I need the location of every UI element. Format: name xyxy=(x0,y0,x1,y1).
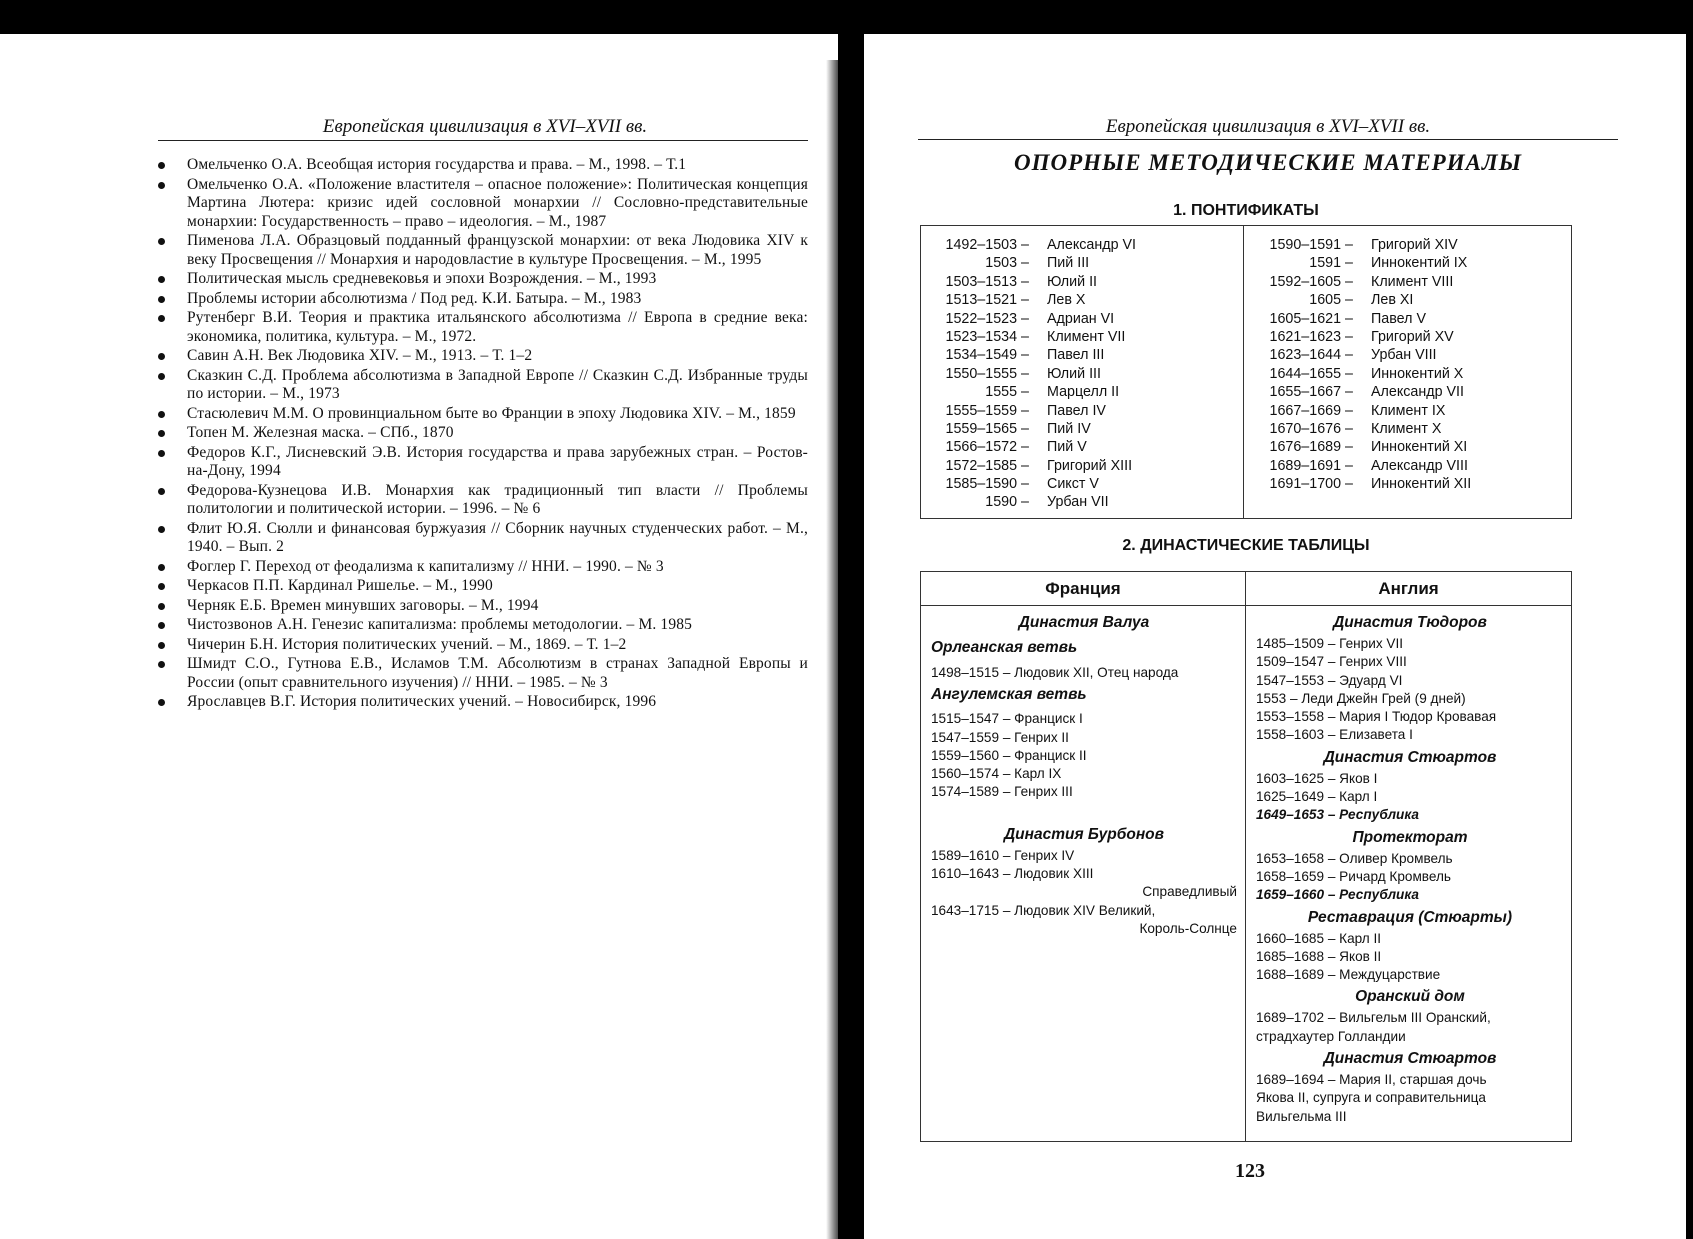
scan-right-border xyxy=(1686,0,1693,1239)
reign-line: Якова II, супруга и соправительница xyxy=(1256,1090,1486,1106)
pontificates-right-column xyxy=(1245,236,1471,493)
pontificate-row: 1566–1572 – Пий V xyxy=(945,439,1087,456)
reign-line: 1574–1589 – Генрих III xyxy=(931,784,1073,800)
left-running-head: Европейская цивилизация в XVI–XVII вв. xyxy=(322,116,648,137)
bibliography-entry: Сказкин С.Д. Проблема абсолютизма в Западной Европе // Сказкин С.Д. Избранные труды по истории. – М., 1973 xyxy=(158,367,808,404)
bullet-icon xyxy=(158,603,165,610)
reign-line: 1560–1574 – Карл IX xyxy=(931,766,1062,782)
reign-line: 1610–1643 – Людовик XIII xyxy=(931,866,1094,882)
pontificate-row: 1621–1623 – Григорий XV xyxy=(1269,328,1454,345)
dynasty-title: Династия Стюартов xyxy=(1323,748,1497,766)
bullet-icon xyxy=(158,699,165,706)
england-column xyxy=(1256,612,1564,1126)
dynasty-table-header xyxy=(921,572,1571,606)
pontificates-left-column xyxy=(921,236,1136,512)
bibliography-entry: Черняк Е.Б. Времен минувших заговоры. – М., 1994 xyxy=(158,597,808,616)
pontificate-row: 1691–1700 – Иннокентий XII xyxy=(1269,476,1472,493)
bullet-icon xyxy=(158,430,165,437)
column-header-france: Франция xyxy=(1045,579,1121,598)
reign-line: 1558–1603 – Елизавета I xyxy=(1256,727,1413,743)
bibliography-entry: Омельченко О.А. Всеобщая история государства и права. – М., 1998. – Т.1 xyxy=(158,156,808,175)
pontificate-row: 1559–1565 – Пий IV xyxy=(945,420,1091,437)
pontificates-table xyxy=(920,225,1572,519)
pontificate-row: 1503–1513 – Юлий II xyxy=(945,273,1098,290)
reign-list xyxy=(931,710,1237,801)
right-running-head: Европейская цивилизация в XVI–XVII вв. xyxy=(1105,116,1431,137)
bibliography-entry: Флит Ю.Я. Сюлли и финансовая буржуазия // Сборник научных студенческих работ. – М., 1940. – Вып. 2 xyxy=(158,520,808,557)
bibliography-entry: Федоров К.Г., Лисневский Э.В. История государства и права зарубежных стран. – Ростов-на-Дону, 1994 xyxy=(158,444,808,481)
bullet-icon xyxy=(158,488,165,495)
reign-line: 1689–1702 – Вильгельм III Оранский, xyxy=(1256,1010,1491,1026)
book-gutter xyxy=(838,0,864,1239)
bibliography-entry: Проблемы истории абсолютизма / Под ред. К.И. Батыра. – М., 1983 xyxy=(158,290,808,309)
reign-line: 1603–1625 – Яков I xyxy=(1256,770,1378,786)
pontificate-row: 1655–1667 – Александр VII xyxy=(1269,384,1464,401)
pontificate-row: 1676–1689 – Иннокентий XI xyxy=(1269,439,1468,456)
bibliography-entry: Политическая мысль средневековья и эпохи Возрождения. – М., 1993 xyxy=(158,270,808,289)
dynasty-column-divider xyxy=(1245,572,1246,1141)
reign-line: 1559–1560 – Франциск II xyxy=(931,747,1087,763)
bullet-icon xyxy=(158,373,165,380)
pontificate-row: 1605 – Лев XI xyxy=(1309,292,1414,309)
bullet-icon xyxy=(158,564,165,571)
bullet-icon xyxy=(158,661,165,668)
reign-line: 1658–1659 – Ричард Кромвель xyxy=(1256,868,1451,884)
bullet-icon xyxy=(158,238,165,245)
dynasty-title: Оранский дом xyxy=(1355,988,1465,1006)
pontificate-row: 1689–1691 – Александр VIII xyxy=(1269,457,1468,474)
pontificate-row: 1590–1591 – Григорий XIV xyxy=(1269,237,1458,253)
bibliography-entry: Стасюлевич М.М. О провинциальном быте во Франции в эпоху Людовика XIV. – М., 1859 xyxy=(158,405,808,424)
bibliography-entry: Чичерин Б.Н. История политических учений. – М., 1869. – Т. 1–2 xyxy=(158,636,808,655)
section-title-dynasties: 2. ДИНАСТИЧЕСКИЕ ТАБЛИЦЫ xyxy=(1122,537,1370,554)
bullet-icon xyxy=(158,450,165,457)
reign-line: страдхаутер Голландии xyxy=(1256,1028,1406,1044)
branch-title: Орлеанская ветвь xyxy=(931,639,1078,656)
section-title-pontificates: 1. ПОНТИФИКАТЫ xyxy=(1173,202,1319,219)
reign-line: 1485–1509 – Генрих VII xyxy=(1256,636,1404,651)
pontificate-row: 1555–1559 – Павел IV xyxy=(945,402,1106,419)
pontificate-row: 1523–1534 – Климент VII xyxy=(945,328,1126,345)
pontificate-row: 1522–1523 – Адриан VI xyxy=(945,310,1115,327)
reign-line: 1688–1689 – Междуцарствие xyxy=(1256,967,1441,983)
reign-line: 1643–1715 – Людовик XIV Великий, xyxy=(931,902,1156,918)
pontificate-row: 1572–1585 – Григорий XIII xyxy=(945,457,1133,474)
reign-line: 1625–1649 – Карл I xyxy=(1256,789,1378,805)
pontificate-row: 1492–1503 – Александр VI xyxy=(945,237,1137,253)
reign-line: 1660–1685 – Карл II xyxy=(1256,930,1381,946)
main-title: ОПОРНЫЕ МЕТОДИЧЕСКИЕ МАТЕРИАЛЫ xyxy=(1013,150,1523,175)
reign-epithet: Король-Солнце xyxy=(1139,920,1237,936)
pontificate-row: 1513–1521 – Лев X xyxy=(945,292,1086,309)
page-number: 123 xyxy=(1235,1160,1265,1182)
bullet-icon xyxy=(158,276,165,283)
reign-line: 1509–1547 – Генрих VIII xyxy=(1256,654,1407,670)
branch-title: Ангулемская ветвь xyxy=(931,686,1087,704)
pontificate-row: 1585–1590 – Сикст V xyxy=(945,476,1099,493)
dynasty-title: Династия Тюдоров xyxy=(1333,614,1487,631)
reign-line: 1689–1694 – Мария II, старшая дочь xyxy=(1256,1072,1487,1088)
bullet-icon xyxy=(158,583,165,590)
bibliography-entry: Омельченко О.А. «Положение властителя – опасное положение»: Политическая концепция Мартина Лютера: кризис идей сословной монархии // Сословно-представительные монархии: Государственность – право – идеология. – М., 1987 xyxy=(158,176,808,232)
bullet-icon xyxy=(158,411,165,418)
bibliography-entry: Пименова Л.А. Образцовый подданный французской монархии: от века Людовика XIV к веку Просвещения // Монархия и народовластие в культуре Просвещения. – М., 1995 xyxy=(158,232,808,269)
bibliography-entry: Топен М. Железная маска. – СПб., 1870 xyxy=(158,424,808,443)
bullet-icon xyxy=(158,162,165,169)
column-header-england: Англия xyxy=(1378,579,1439,598)
dynasty-title: Династия Бурбонов xyxy=(1003,825,1165,843)
pontificate-row: 1503 – Пий III xyxy=(985,255,1090,272)
reign-line: 1685–1688 – Яков II xyxy=(1256,948,1382,964)
bullet-icon xyxy=(158,315,165,322)
reign-epithet: Справедливый xyxy=(1142,884,1237,900)
reign-list xyxy=(1256,635,1564,745)
reign-line: 1589–1610 – Генрих IV xyxy=(931,847,1075,863)
france-column xyxy=(931,612,1237,938)
bullet-icon xyxy=(158,622,165,629)
pontificate-row: 1555 – Марцелл II xyxy=(985,384,1120,401)
bibliography-entry: Шмидт С.О., Гутнова Е.В., Исламов Т.М. Абсолютизм в странах Западной Европы и России (опыт сравнительного изучения) // ННИ. – 1985. – № 3 xyxy=(158,655,808,692)
reign-line: Вильгельма III xyxy=(1256,1108,1347,1124)
reign-line: 1553 – Леди Джейн Грей (9 дней) xyxy=(1256,690,1466,706)
reign-line: 1498–1515 – Людовик XII, Отец народа xyxy=(931,665,1179,680)
bibliography-entry: Федорова-Кузнецова И.В. Монархия как традиционный тип власти // Проблемы политологии и политической истории. – 1996. – № 6 xyxy=(158,482,808,519)
pontificate-row: 1592–1605 – Климент VIII xyxy=(1269,273,1454,290)
bullet-icon xyxy=(158,296,165,303)
bibliography-entry: Чистозвонов А.Н. Генезис капитализма: проблемы методологии. – М. 1985 xyxy=(158,616,808,635)
pontificate-row: 1591 – Иннокентий IX xyxy=(1309,255,1468,272)
reign-line: 1553–1558 – Мария I Тюдор Кровавая xyxy=(1256,709,1497,725)
pontificate-row: 1667–1669 – Климент IX xyxy=(1269,402,1446,419)
bibliography-entry: Савин А.Н. Век Людовика XIV. – М., 1913. – Т. 1–2 xyxy=(158,347,808,366)
bibliography-list xyxy=(158,156,808,713)
left-header-rule xyxy=(158,140,808,141)
dynasty-table xyxy=(920,571,1572,1142)
republic-line: 1659–1660 – Республика xyxy=(1256,887,1419,903)
bullet-icon xyxy=(158,353,165,360)
bibliography-entry: Ярославцев В.Г. История политических учений. – Новосибирск, 1996 xyxy=(158,693,808,712)
bullet-icon xyxy=(158,642,165,649)
bibliography-entry: Фоглер Г. Переход от феодализма к капитализму // ННИ. – 1990. – № 3 xyxy=(158,558,808,577)
dynasty-title: Династия Стюартов xyxy=(1323,1050,1497,1068)
republic-line: 1649–1653 – Республика xyxy=(1256,807,1419,823)
bullet-icon xyxy=(158,182,165,189)
dynasty-title: Династия Валуа xyxy=(1018,614,1150,631)
right-header-rule xyxy=(918,139,1618,140)
pontificate-row: 1550–1555 – Юлий III xyxy=(945,365,1102,382)
dynasty-title: Протекторат xyxy=(1352,828,1468,846)
pontificate-row: 1534–1549 – Павел III xyxy=(945,347,1105,364)
reign-line: 1547–1553 – Эдуард VI xyxy=(1256,672,1403,688)
bibliography-entry: Черкасов П.П. Кардинал Ришелье. – М., 1990 xyxy=(158,577,808,596)
pontificates-divider xyxy=(1243,226,1244,518)
pontificate-row: 1623–1644 – Урбан VIII xyxy=(1269,347,1437,364)
reign-line: 1653–1658 – Оливер Кромвель xyxy=(1256,850,1453,866)
bibliography-entry: Рутенберг В.И. Теория и практика итальянского абсолютизма // Европа в средние века: экономика, политика, культура. – М., 1972. xyxy=(158,309,808,346)
dynasty-title: Реставрация (Стюарты) xyxy=(1307,908,1513,926)
pontificate-row: 1605–1621 – Павел V xyxy=(1269,310,1426,327)
bullet-icon xyxy=(158,526,165,533)
pontificate-row: 1590 – Урбан VII xyxy=(985,494,1109,511)
pontificate-row: 1644–1655 – Иннокентий X xyxy=(1269,365,1464,382)
pontificate-row: 1670–1676 – Климент X xyxy=(1269,420,1442,437)
reign-line: 1515–1547 – Франциск I xyxy=(931,711,1083,727)
book-gutter-shadow xyxy=(826,60,838,1239)
reign-line: 1547–1559 – Генрих II xyxy=(931,729,1069,745)
